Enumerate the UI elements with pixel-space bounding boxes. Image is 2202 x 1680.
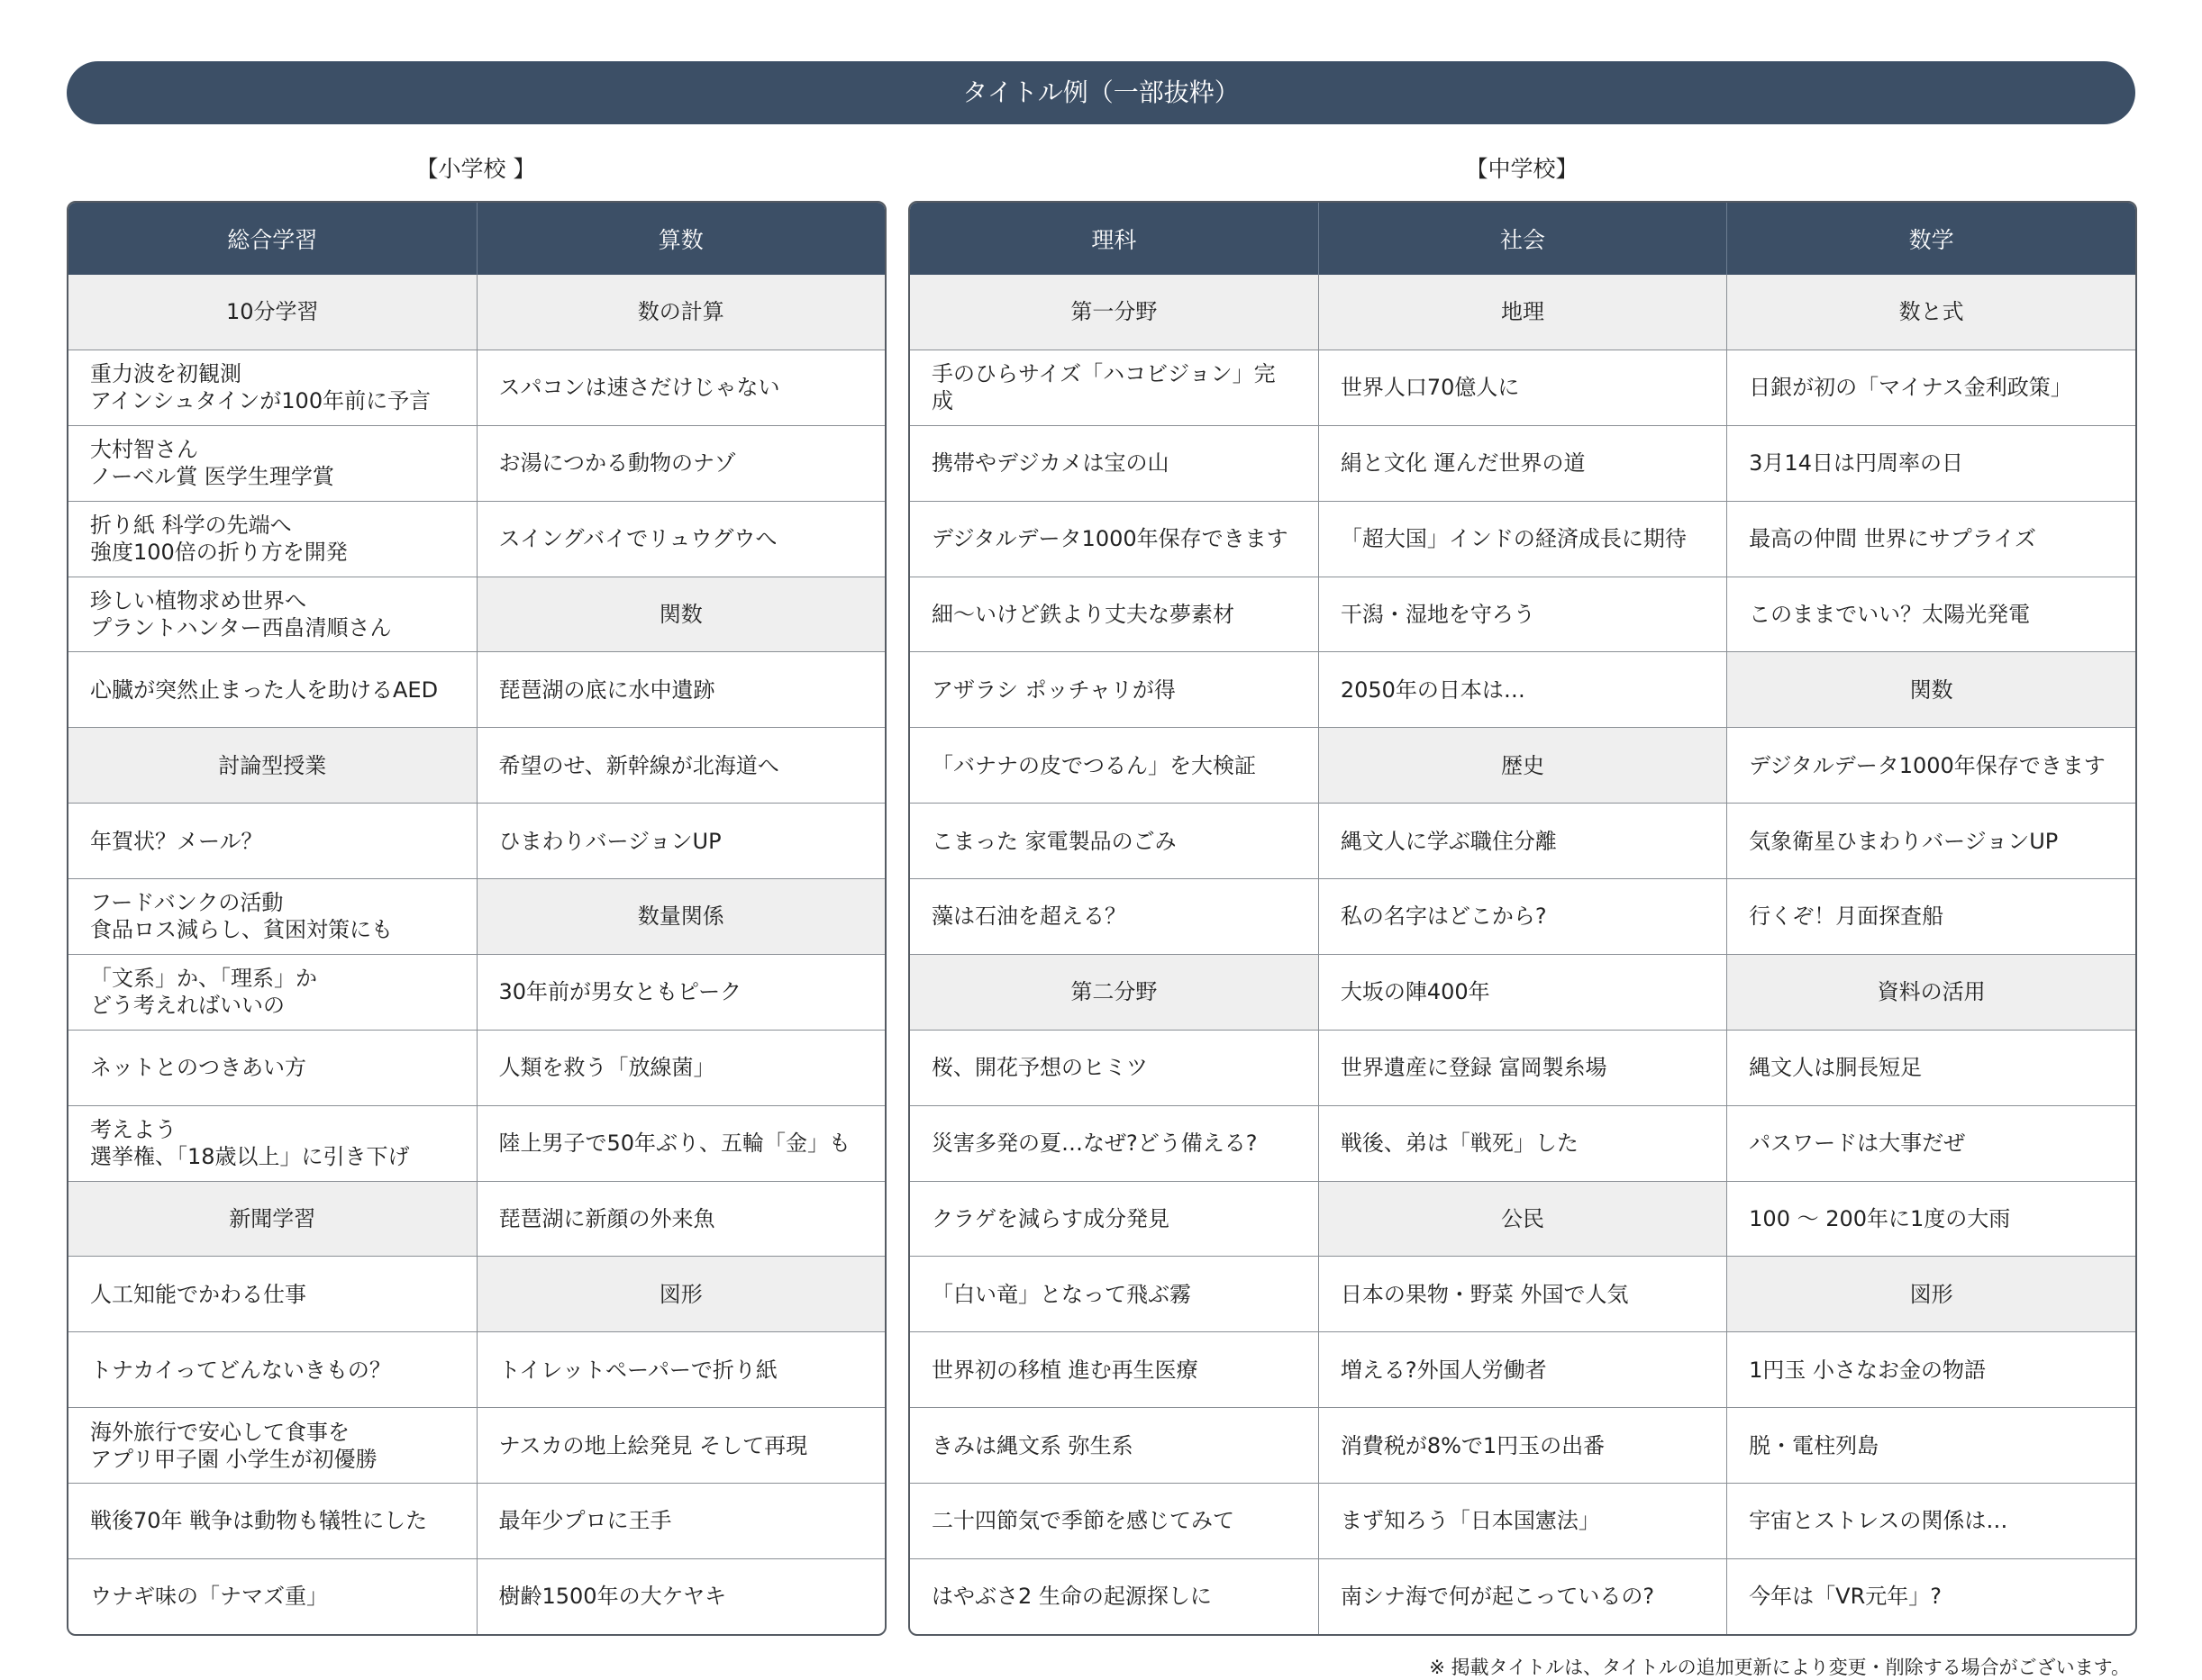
title-cell: 「文系」か、「理系」か どう考えればいいの (68, 954, 477, 1030)
column-header: 理科 (910, 203, 1318, 275)
table-row (68, 1484, 885, 1559)
title-cell: 日銀が初の「マイナス金利政策」 (1727, 350, 2135, 425)
table-row (68, 275, 885, 350)
title-cell: フードバンクの活動 食品ロス減らし、貧困対策にも (68, 879, 477, 955)
category-cell: 関数 (1727, 652, 2135, 728)
table-row (910, 1257, 2135, 1332)
table-row (68, 1408, 885, 1484)
title-cell: ウナギ味の「ナマズ重」 (68, 1558, 477, 1634)
title-cell: 陸上男子で50年ぶり、五輪「金」も (477, 1105, 885, 1181)
elementary-header-row (68, 203, 885, 275)
title-cell: 藻は石油を超える？ (910, 879, 1318, 955)
title-cell: 最高の仲間 世界にサプライズ (1727, 501, 2135, 577)
table-row (910, 1408, 2135, 1484)
table-row (68, 501, 885, 577)
table-row (910, 728, 2135, 804)
table-row (910, 804, 2135, 879)
table-row (910, 1105, 2135, 1181)
title-cell: 1円玉 小さなお金の物語 (1727, 1332, 2135, 1408)
title-cell: トナカイってどんないきもの？ (68, 1332, 477, 1408)
title-cell: きみは縄文系 弥生系 (910, 1408, 1318, 1484)
title-cell: デジタルデータ1000年保存できます (910, 501, 1318, 577)
table-row (910, 879, 2135, 955)
title-cell: ネットとのつきあい方 (68, 1030, 477, 1105)
title-cell: 絹と文化 運んだ世界の道 (1318, 425, 1726, 501)
table-row (68, 1181, 885, 1257)
table-row (910, 1484, 2135, 1559)
junior-high-header-row (910, 203, 2135, 275)
table-row (68, 1030, 885, 1105)
table-row (68, 1105, 885, 1181)
title-cell: 災害多発の夏…なぜ?どう備える? (910, 1105, 1318, 1181)
title-cell: 日本の果物・野菜 外国で人気 (1318, 1257, 1726, 1332)
title-cell: 海外旅行で安心して食事を アプリ甲子園 小学生が初優勝 (68, 1408, 477, 1484)
category-cell: 関数 (477, 577, 885, 652)
category-cell: 討論型授業 (68, 728, 477, 804)
title-cell: ナスカの地上絵発見 そして再現 (477, 1408, 885, 1484)
title-cell: 人工知能でかわる仕事 (68, 1257, 477, 1332)
title-cell: 脱・電柱列島 (1727, 1408, 2135, 1484)
table-row (910, 1332, 2135, 1408)
title-cell: 南シナ海で何が起こっているの? (1318, 1558, 1726, 1634)
category-cell: 地理 (1318, 275, 1726, 350)
table-row (910, 501, 2135, 577)
title-cell: 消費税が8%で1円玉の出番 (1318, 1408, 1726, 1484)
title-cell: トイレットペーパーで折り紙 (477, 1332, 885, 1408)
table-row (68, 425, 885, 501)
title-cell: 縄文人は胴長短足 (1727, 1030, 2135, 1105)
category-cell: 資料の活用 (1727, 954, 2135, 1030)
junior-high-table (908, 201, 2137, 1636)
category-cell: 新聞学習 (68, 1181, 477, 1257)
title-cell: 携帯やデジカメは宝の山 (910, 425, 1318, 501)
title-cell: お湯につかる動物のナゾ (477, 425, 885, 501)
title-cell: 気象衛星ひまわりバージョンUP (1727, 804, 2135, 879)
title-cell: 人類を救う「放線菌」 (477, 1030, 885, 1105)
title-cell: 琵琶湖の底に水中遺跡 (477, 652, 885, 728)
table-row (68, 1257, 885, 1332)
title-cell: 世界初の移植 進む再生医療 (910, 1332, 1318, 1408)
table-row (910, 954, 2135, 1030)
title-cell: 2050年の日本は… (1318, 652, 1726, 728)
title-cell: 年賀状？メール？ (68, 804, 477, 879)
category-cell: 数と式 (1727, 275, 2135, 350)
title-cell: クラゲを減らす成分発見 (910, 1181, 1318, 1257)
title-cell: 細〜いけど鉄より丈夫な夢素材 (910, 577, 1318, 652)
category-cell: 第一分野 (910, 275, 1318, 350)
title-banner: タイトル例（一部抜粋） (67, 61, 2135, 124)
title-cell: 心臓が突然止まった人を助けるAED (68, 652, 477, 728)
table-row (910, 425, 2135, 501)
table-row (910, 1558, 2135, 1634)
table-row (910, 350, 2135, 425)
table-row (68, 728, 885, 804)
category-cell: 第二分野 (910, 954, 1318, 1030)
table-row (68, 577, 885, 652)
table-row (68, 954, 885, 1030)
table-row (68, 879, 885, 955)
column-header: 数学 (1727, 203, 2135, 275)
title-cell: 大坂の陣400年 (1318, 954, 1726, 1030)
title-cell: 世界人口70億人に (1318, 350, 1726, 425)
column-header: 総合学習 (68, 203, 477, 275)
table-row (68, 1558, 885, 1634)
table-row (68, 350, 885, 425)
title-cell: 「バナナの皮でつるん」を大検証 (910, 728, 1318, 804)
title-cell: アザラシ ポッチャリが得 (910, 652, 1318, 728)
title-cell: こまった 家電製品のごみ (910, 804, 1318, 879)
table-row (68, 652, 885, 728)
title-cell: 桜、開花予想のヒミツ (910, 1030, 1318, 1105)
table-row (910, 577, 2135, 652)
category-cell: 数の計算 (477, 275, 885, 350)
table-row (910, 1181, 2135, 1257)
title-cell: 縄文人に学ぶ職住分離 (1318, 804, 1726, 879)
title-cell: 世界遺産に登録 富岡製糸場 (1318, 1030, 1726, 1105)
title-cell: はやぶさ2 生命の起源探しに (910, 1558, 1318, 1634)
elementary-table (67, 201, 887, 1636)
title-cell: 折り紙 科学の先端へ 強度100倍の折り方を開発 (68, 501, 477, 577)
title-cell: 樹齢1500年の大ケヤキ (477, 1558, 885, 1634)
category-cell: 歴史 (1318, 728, 1726, 804)
category-cell: 公民 (1318, 1181, 1726, 1257)
elementary-heading: 【小学校 】 (415, 156, 536, 182)
title-cell: スイングバイでリュウグウへ (477, 501, 885, 577)
title-cell: 今年は「VR元年」? (1727, 1558, 2135, 1634)
title-cell: 宇宙とストレスの関係は… (1727, 1484, 2135, 1559)
title-cell: 増える?外国人労働者 (1318, 1332, 1726, 1408)
title-cell: 手のひらサイズ「ハコビジョン」完成 (910, 350, 1318, 425)
title-cell: 最年少プロに王手 (477, 1484, 885, 1559)
table-row (68, 804, 885, 879)
title-cell: 珍しい植物求め世界へ プラントハンター西畠清順さん (68, 577, 477, 652)
category-cell: 図形 (1727, 1257, 2135, 1332)
footnote: ※ 掲載タイトルは、タイトルの追加更新により変更・削除する場合がございます。 (1429, 1657, 2130, 1678)
title-cell: 「超大国」インドの経済成長に期待 (1318, 501, 1726, 577)
table-row (910, 1030, 2135, 1105)
title-cell: 考えよう 選挙権、「18歳以上」に引き下げ (68, 1105, 477, 1181)
table-row (910, 652, 2135, 728)
junior-high-heading: 【中学校】 (1465, 156, 1579, 182)
title-cell: 干潟・湿地を守ろう (1318, 577, 1726, 652)
title-cell: 3月14日は円周率の日 (1727, 425, 2135, 501)
title-cell: 「白い竜」となって飛ぶ霧 (910, 1257, 1318, 1332)
title-cell: パスワードは大事だぜ (1727, 1105, 2135, 1181)
title-cell: 100 〜 200年に1度の大雨 (1727, 1181, 2135, 1257)
title-cell: まず知ろう「日本国憲法」 (1318, 1484, 1726, 1559)
title-cell: 二十四節気で季節を感じてみて (910, 1484, 1318, 1559)
title-cell: 行くぞ！月面探査船 (1727, 879, 2135, 955)
category-cell: 図形 (477, 1257, 885, 1332)
title-cell: スパコンは速さだけじゃない (477, 350, 885, 425)
title-cell: 重力波を初観測 アインシュタインが100年前に予言 (68, 350, 477, 425)
title-cell: このままでいい？太陽光発電 (1727, 577, 2135, 652)
category-cell: 数量関係 (477, 879, 885, 955)
table-row (910, 275, 2135, 350)
table-row (68, 1332, 885, 1408)
column-header: 算数 (477, 203, 885, 275)
title-cell: 大村智さん ノーベル賞 医学生理学賞 (68, 425, 477, 501)
column-header: 社会 (1318, 203, 1726, 275)
title-cell: 30年前が男女ともピーク (477, 954, 885, 1030)
title-cell: 戦後70年 戦争は動物も犠牲にした (68, 1484, 477, 1559)
title-cell: 戦後、弟は「戦死」した (1318, 1105, 1726, 1181)
title-cell: 希望のせ、新幹線が北海道へ (477, 728, 885, 804)
title-cell: 琵琶湖に新顔の外来魚 (477, 1181, 885, 1257)
title-cell: デジタルデータ1000年保存できます (1727, 728, 2135, 804)
title-cell: ひまわりバージョンUP (477, 804, 885, 879)
category-cell: 10分学習 (68, 275, 477, 350)
title-cell: 私の名字はどこから? (1318, 879, 1726, 955)
